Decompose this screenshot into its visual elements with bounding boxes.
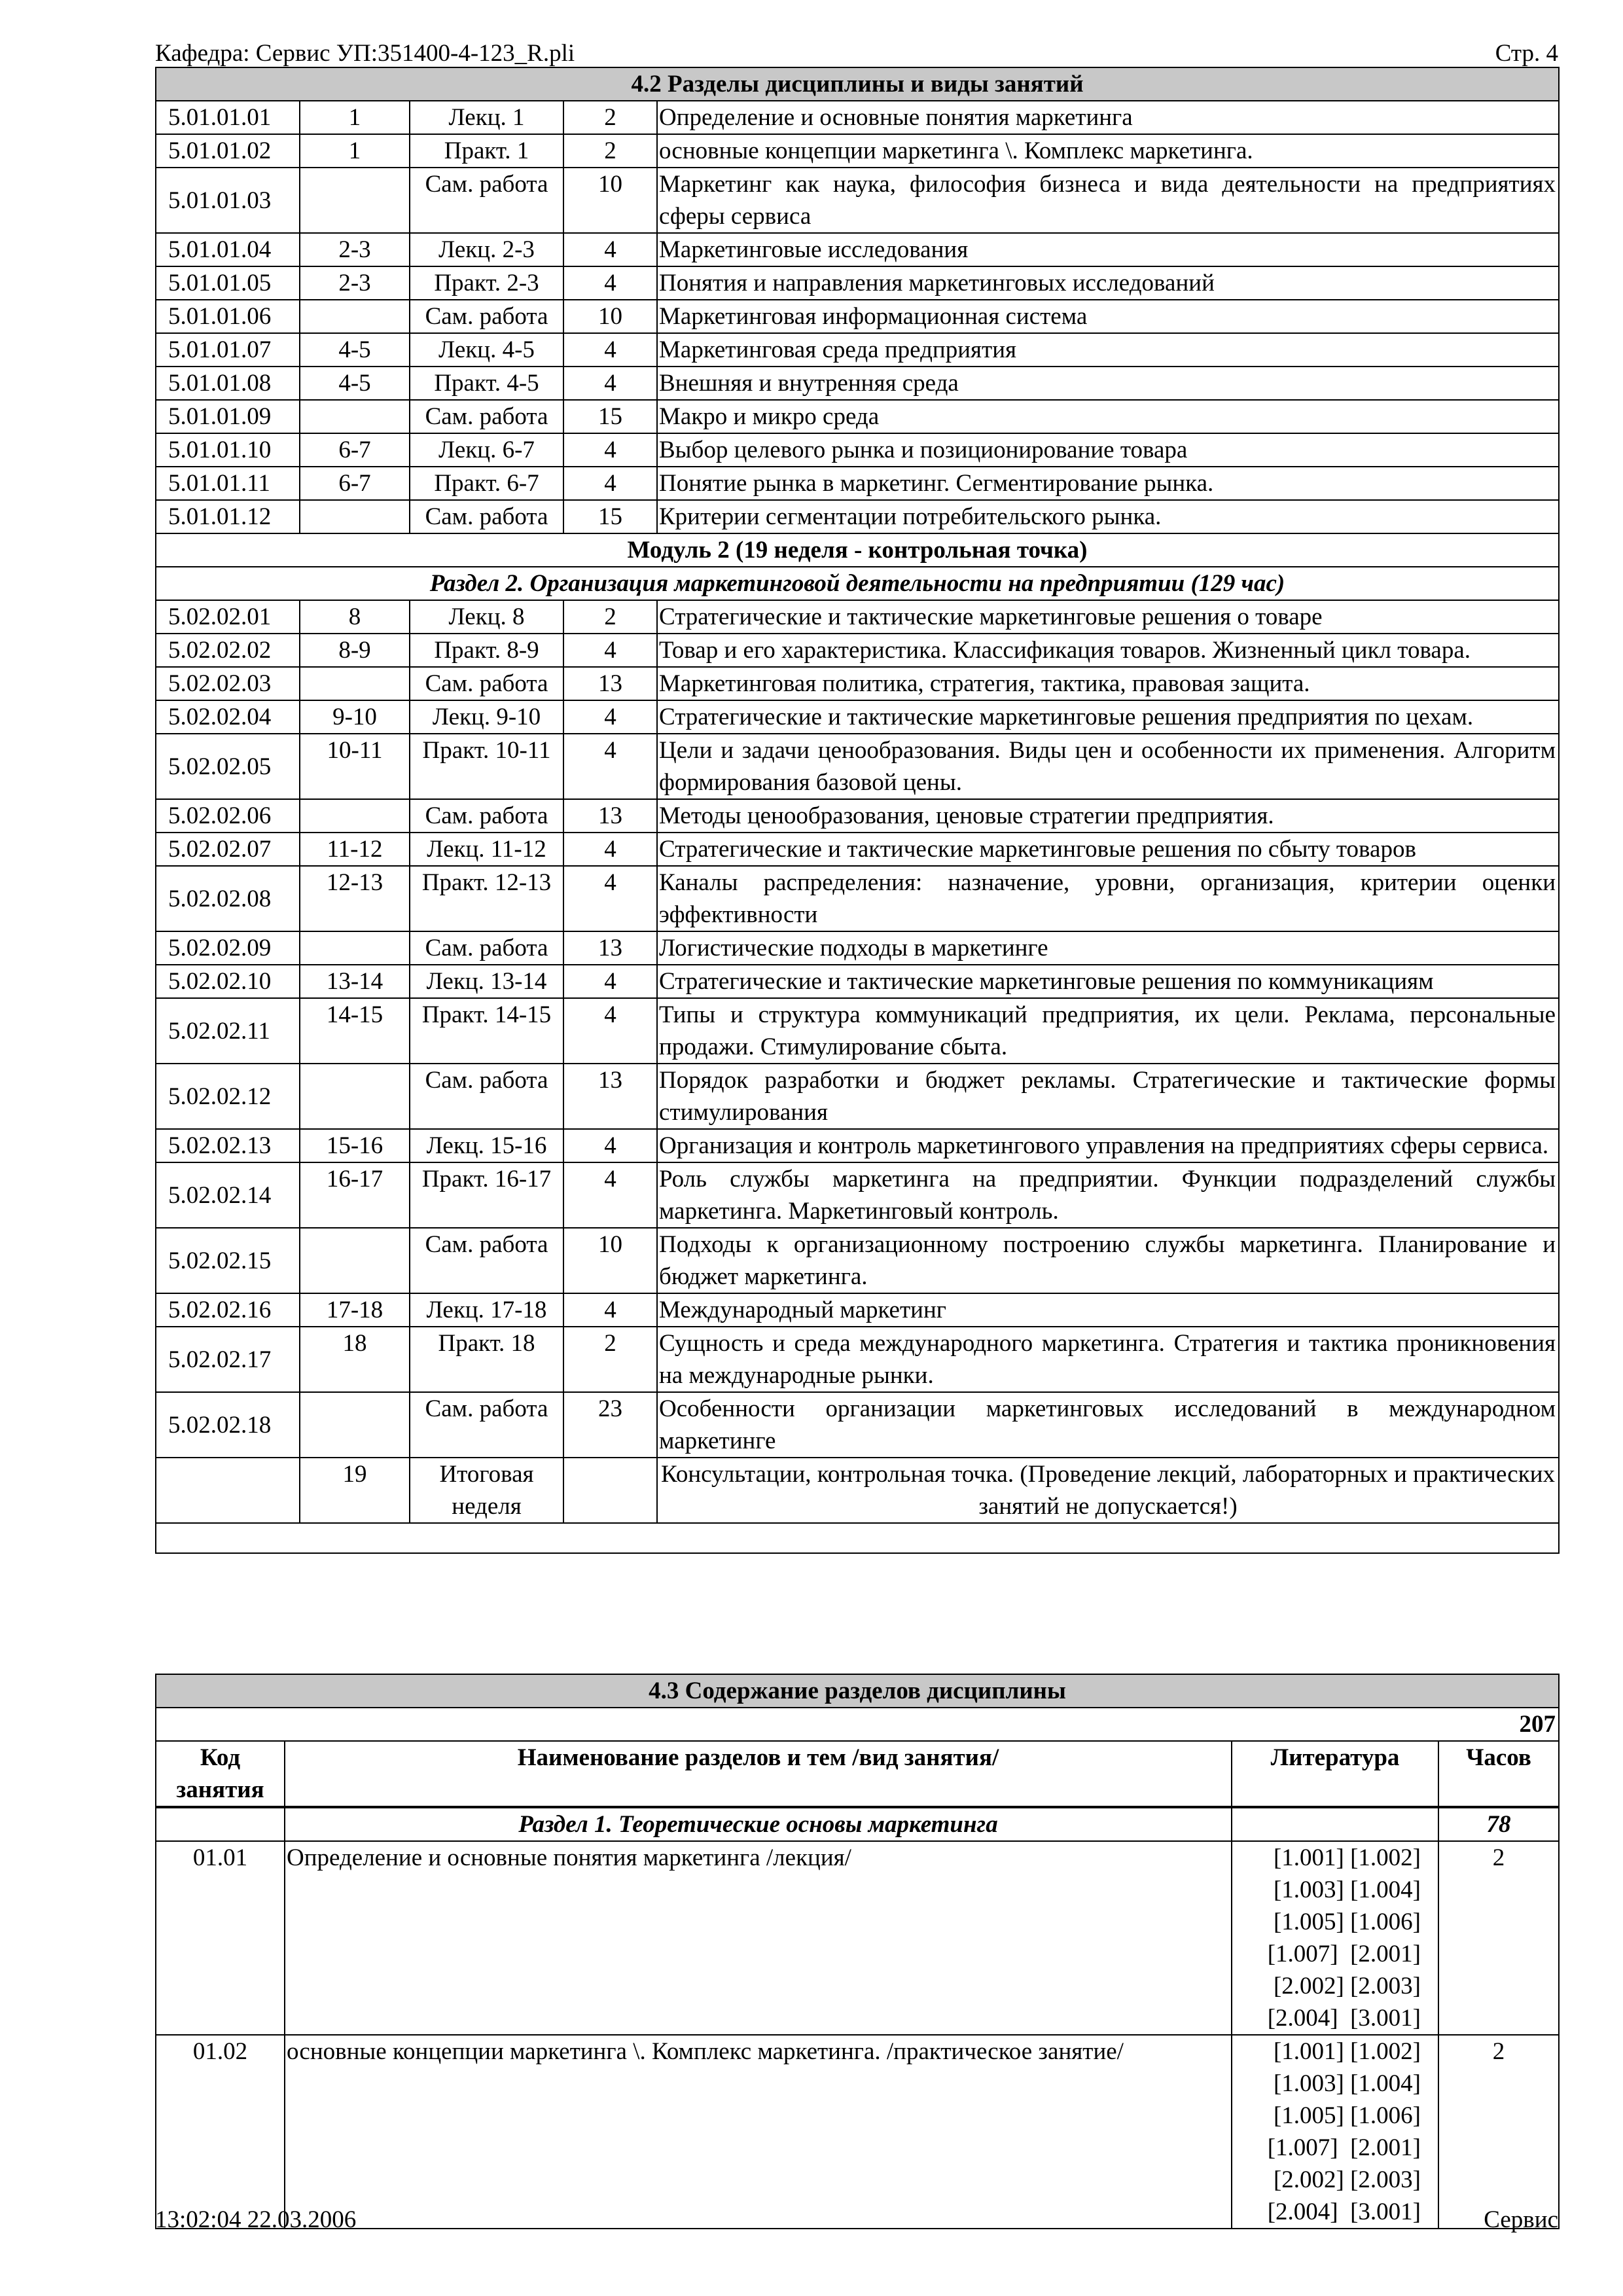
lesson-type: Сам. работа <box>410 667 563 700</box>
lesson-hours: 4 <box>563 1293 657 1327</box>
lesson-topic: Каналы распределения: назначение, уровни, организация, критерии оценки эффективности <box>657 866 1559 931</box>
lesson-topic: Цели и задачи ценообразования. Виды цен и особенности их применения. Алгоритм формирования базовой цены. <box>657 734 1559 799</box>
lesson-code: 5.02.02.15 <box>156 1228 300 1293</box>
lesson-topic: Маркетинговая информационная система <box>657 300 1559 333</box>
table-row <box>156 1293 1559 1327</box>
lesson-week <box>300 400 410 433</box>
lesson-topic: Международный маркетинг <box>657 1293 1559 1327</box>
lesson-week: 8-9 <box>300 634 410 667</box>
lesson-type: Лекц. 2-3 <box>410 233 563 266</box>
lesson-hours: 4 <box>563 700 657 734</box>
lesson-week: 4-5 <box>300 333 410 367</box>
lesson-type: Практ. 6-7 <box>410 467 563 500</box>
lesson-hours: 10 <box>563 1228 657 1293</box>
literature-line: [2.004] [3.001] <box>1267 2005 1421 2032</box>
discipline-content-table <box>155 1674 1560 2229</box>
lesson-code: 5.02.02.05 <box>156 734 300 799</box>
literature-line: [2.002] [2.003] <box>1273 1973 1421 2000</box>
lesson-hours: 15 <box>563 400 657 433</box>
table-row <box>156 700 1559 734</box>
lesson-topic: Типы и структура коммуникаций предприятия, их цели. Реклама, персональные продажи. Стимулирование сбыта. <box>657 998 1559 1064</box>
lesson-hours: 13 <box>563 799 657 833</box>
lesson-week: 1 <box>300 134 410 168</box>
literature-line: [1.001] [1.002] <box>1273 1844 1421 1871</box>
header-code: Код занятия <box>156 1741 285 1807</box>
lesson-code: 5.02.02.01 <box>156 600 300 634</box>
lesson-week: 1 <box>300 101 410 134</box>
lesson-week <box>300 1228 410 1293</box>
lesson-code: 5.01.01.06 <box>156 300 300 333</box>
table-row <box>156 168 1559 233</box>
empty-row <box>156 1523 1559 1553</box>
table-row <box>156 500 1559 533</box>
lesson-topic: Внешняя и внутренняя среда <box>657 367 1559 400</box>
lesson-hours: 2 <box>563 101 657 134</box>
table-row <box>156 965 1559 998</box>
lesson-code: 5.01.01.01 <box>156 101 300 134</box>
lesson-topic: Маркетинговая политика, стратегия, тактика, правовая защита. <box>657 667 1559 700</box>
lesson-week: 2-3 <box>300 266 410 300</box>
table-row <box>156 433 1559 467</box>
lesson-topic: Подходы к организационному построению службы маркетинга. Планирование и бюджет маркетинга. <box>657 1228 1559 1293</box>
lesson-type: Сам. работа <box>410 799 563 833</box>
lesson-hours: 13 <box>563 931 657 965</box>
lesson-hours: 2 <box>563 134 657 168</box>
module-row <box>156 533 1559 567</box>
literature-line: [1.001] [1.002] <box>1273 2038 1421 2065</box>
lesson-type: Лекц. 9-10 <box>410 700 563 734</box>
lesson-hours: 15 <box>563 500 657 533</box>
lesson-week: 10-11 <box>300 734 410 799</box>
lesson-type: Практ. 1 <box>410 134 563 168</box>
empty-cell <box>156 1523 1559 1553</box>
lesson-topic: Макро и микро среда <box>657 400 1559 433</box>
part-hours: 78 <box>1438 1807 1559 1841</box>
lesson-code: 5.02.02.13 <box>156 1129 300 1162</box>
lesson-hours: 4 <box>563 734 657 799</box>
lesson-week <box>300 300 410 333</box>
lesson-week: 8 <box>300 600 410 634</box>
table-row <box>156 367 1559 400</box>
lesson-code: 5.02.02.14 <box>156 1162 300 1228</box>
lesson-topic: Маркетинговая среда предприятия <box>657 333 1559 367</box>
lesson-week: 12-13 <box>300 866 410 931</box>
page-header <box>155 39 1558 69</box>
lesson-type: Сам. работа <box>410 400 563 433</box>
lesson-topic: Организация и контроль маркетингового управления на предприятиях сферы сервиса. <box>657 1129 1559 1162</box>
lesson-code: 5.02.02.02 <box>156 634 300 667</box>
part-literature <box>1232 1807 1438 1841</box>
lesson-type: Практ. 2-3 <box>410 266 563 300</box>
page-footer <box>155 2206 1558 2236</box>
lesson-hours: 4 <box>563 467 657 500</box>
section-title-row <box>156 1674 1559 1708</box>
header-page-number: Стр. 4 <box>1495 40 1558 67</box>
content-rows <box>156 1841 1559 2229</box>
lesson-code: 5.02.02.08 <box>156 866 300 931</box>
content-hours: 2 <box>1438 1841 1559 2035</box>
lesson-topic: Маркетинговые исследования <box>657 233 1559 266</box>
table-row <box>156 734 1559 799</box>
lesson-hours: 13 <box>563 1064 657 1129</box>
lesson-hours: 4 <box>563 367 657 400</box>
lesson-code: 5.01.01.03 <box>156 168 300 233</box>
lesson-week: 16-17 <box>300 1162 410 1228</box>
lesson-code: 5.02.02.18 <box>156 1392 300 1458</box>
final-hours <box>563 1458 657 1523</box>
literature-line: [1.007] [2.001] <box>1267 1941 1421 1967</box>
disciplines-sections-table <box>155 67 1560 1554</box>
lesson-hours: 4 <box>563 1129 657 1162</box>
lesson-type: Практ. 12-13 <box>410 866 563 931</box>
section-title-row <box>156 67 1559 101</box>
lesson-type: Практ. 18 <box>410 1327 563 1392</box>
table-row <box>156 134 1559 168</box>
lesson-hours: 10 <box>563 300 657 333</box>
table-row <box>156 1392 1559 1458</box>
lesson-code: 5.02.02.10 <box>156 965 300 998</box>
lesson-topic: Маркетинг как наука, философия бизнеса и вида деятельности на предприятиях сферы сервиса <box>657 168 1559 233</box>
table-row <box>156 1327 1559 1392</box>
table-row <box>156 799 1559 833</box>
lesson-hours: 4 <box>563 433 657 467</box>
lesson-week <box>300 667 410 700</box>
lesson-hours: 4 <box>563 833 657 866</box>
lesson-topic: Понятие рынка в маркетинг. Сегментирование рынка. <box>657 467 1559 500</box>
lesson-week: 4-5 <box>300 367 410 400</box>
header-literature: Литература <box>1232 1741 1438 1807</box>
lesson-code: 5.01.01.09 <box>156 400 300 433</box>
lesson-topic: Товар и его характеристика. Классификация товаров. Жизненный цикл товара. <box>657 634 1559 667</box>
lesson-type: Лекц. 6-7 <box>410 433 563 467</box>
lesson-code: 5.01.01.05 <box>156 266 300 300</box>
lesson-hours: 10 <box>563 168 657 233</box>
literature-line: [1.003] [1.004] <box>1273 2070 1421 2097</box>
lesson-week <box>300 931 410 965</box>
footer-department: Сервис <box>1484 2206 1558 2233</box>
lesson-code: 5.02.02.09 <box>156 931 300 965</box>
header-row <box>156 1741 1559 1807</box>
lesson-topic: Стратегические и тактические маркетинговые решения предприятия по цехам. <box>657 700 1559 734</box>
part-code <box>156 1807 285 1841</box>
section-42-title: 4.2 Разделы дисциплины и виды занятий <box>156 67 1559 101</box>
part-row <box>156 567 1559 600</box>
content-code: 01.02 <box>156 2035 285 2229</box>
lesson-week: 6-7 <box>300 433 410 467</box>
lesson-week: 6-7 <box>300 467 410 500</box>
content-hours: 2 <box>1438 2035 1559 2229</box>
lesson-week <box>300 1064 410 1129</box>
lesson-hours: 4 <box>563 1162 657 1228</box>
final-week-row <box>156 1458 1559 1523</box>
lesson-week: 9-10 <box>300 700 410 734</box>
table-row <box>156 266 1559 300</box>
lesson-hours: 4 <box>563 233 657 266</box>
header-name: Наименование разделов и тем /вид занятия/ <box>285 1741 1232 1807</box>
final-code <box>156 1458 300 1523</box>
final-week: 19 <box>300 1458 410 1523</box>
table-row <box>156 1162 1559 1228</box>
lesson-code: 5.02.02.06 <box>156 799 300 833</box>
content-name: Определение и основные понятия маркетинга /лекция/ <box>285 1841 1232 2035</box>
lesson-code: 5.02.02.04 <box>156 700 300 734</box>
lesson-week: 13-14 <box>300 965 410 998</box>
lesson-type: Сам. работа <box>410 168 563 233</box>
module-title: Модуль 2 (19 неделя - контрольная точка) <box>156 533 1559 567</box>
lesson-topic: Определение и основные понятия маркетинга <box>657 101 1559 134</box>
lesson-week <box>300 799 410 833</box>
lesson-topic: Критерии сегментации потребительского рынка. <box>657 500 1559 533</box>
lesson-week: 17-18 <box>300 1293 410 1327</box>
table-row <box>156 931 1559 965</box>
lesson-topic: Методы ценообразования, ценовые стратегии предприятия. <box>657 799 1559 833</box>
part-row <box>156 1807 1559 1841</box>
section-43-title: 4.3 Содержание разделов дисциплины <box>156 1674 1559 1708</box>
literature-line: [1.007] [2.001] <box>1267 2134 1421 2161</box>
content-literature <box>1232 2035 1438 2229</box>
lesson-topic: Логистические подходы в маркетинге <box>657 931 1559 965</box>
lesson-type: Сам. работа <box>410 931 563 965</box>
table-row <box>156 333 1559 367</box>
lesson-hours: 4 <box>563 333 657 367</box>
lesson-hours: 2 <box>563 600 657 634</box>
table-row <box>156 634 1559 667</box>
final-topic: Консультации, контрольная точка. (Проведение лекций, лабораторных и практических занятий не допускается!) <box>657 1458 1559 1523</box>
lesson-code: 5.02.02.16 <box>156 1293 300 1327</box>
lesson-topic: Стратегические и тактические маркетинговые решения по сбыту товаров <box>657 833 1559 866</box>
lesson-type: Практ. 8-9 <box>410 634 563 667</box>
table-row <box>156 400 1559 433</box>
lesson-week <box>300 168 410 233</box>
lesson-hours: 2 <box>563 1327 657 1392</box>
lesson-hours: 4 <box>563 866 657 931</box>
table-row <box>156 1129 1559 1162</box>
literature-line: [2.004] [3.001] <box>1267 2198 1421 2225</box>
header-hours: Часов <box>1438 1741 1559 1807</box>
footer-timestamp: 13:02:04 22.03.2006 <box>155 2206 357 2233</box>
table-row <box>156 1064 1559 1129</box>
lesson-code: 5.02.02.07 <box>156 833 300 866</box>
table-row <box>156 300 1559 333</box>
lesson-week: 14-15 <box>300 998 410 1064</box>
part-title: Раздел 2. Организация маркетинговой деятельности на предприятии (129 час) <box>156 567 1559 600</box>
lesson-type: Сам. работа <box>410 500 563 533</box>
table-row <box>156 600 1559 634</box>
lesson-code: 5.02.02.17 <box>156 1327 300 1392</box>
table-row <box>156 998 1559 1064</box>
table-row <box>156 467 1559 500</box>
table-row <box>156 233 1559 266</box>
module-1-rows <box>156 101 1559 533</box>
content-code: 01.01 <box>156 1841 285 2035</box>
lesson-topic: Роль службы маркетинга на предприятии. Функции подразделений службы маркетинга. Маркетинговый контроль. <box>657 1162 1559 1228</box>
lesson-topic: основные концепции маркетинга \. Комплекс маркетинга. <box>657 134 1559 168</box>
lesson-week: 18 <box>300 1327 410 1392</box>
lesson-type: Практ. 16-17 <box>410 1162 563 1228</box>
lesson-topic: Порядок разработки и бюджет рекламы. Стратегические и тактические формы стимулирования <box>657 1064 1559 1129</box>
table-row <box>156 1841 1559 2035</box>
literature-line: [1.005] [1.006] <box>1273 2102 1421 2129</box>
lesson-hours: 4 <box>563 634 657 667</box>
table-row <box>156 1228 1559 1293</box>
literature-line: [1.005] [1.006] <box>1273 1909 1421 1935</box>
lesson-type: Практ. 14-15 <box>410 998 563 1064</box>
lesson-code: 5.01.01.07 <box>156 333 300 367</box>
lesson-type: Практ. 4-5 <box>410 367 563 400</box>
lesson-code: 5.02.02.11 <box>156 998 300 1064</box>
lesson-hours: 23 <box>563 1392 657 1458</box>
final-type: Итоговая неделя <box>410 1458 563 1523</box>
literature-line: [1.003] [1.004] <box>1273 1876 1421 1903</box>
header-department: Кафедра: Сервис УП:351400-4-123_R.pli <box>155 40 575 67</box>
lesson-topic: Особенности организации маркетинговых исследований в международном маркетинге <box>657 1392 1559 1458</box>
content-name: основные концепции маркетинга \. Комплекс маркетинга. /практическое занятие/ <box>285 2035 1232 2229</box>
lesson-type: Лекц. 1 <box>410 101 563 134</box>
content-literature <box>1232 1841 1438 2035</box>
lesson-type: Лекц. 13-14 <box>410 965 563 998</box>
lesson-hours: 4 <box>563 266 657 300</box>
lesson-type: Лекц. 17-18 <box>410 1293 563 1327</box>
module-2-rows <box>156 600 1559 1458</box>
lesson-topic: Понятия и направления маркетинговых исследований <box>657 266 1559 300</box>
lesson-week: 15-16 <box>300 1129 410 1162</box>
table-row <box>156 667 1559 700</box>
total-hours: 207 <box>156 1708 1559 1741</box>
lesson-code: 5.01.01.04 <box>156 233 300 266</box>
table-row <box>156 101 1559 134</box>
lesson-type: Лекц. 8 <box>410 600 563 634</box>
lesson-week <box>300 1392 410 1458</box>
part-title: Раздел 1. Теоретические основы маркетинга <box>285 1807 1232 1841</box>
total-hours-row <box>156 1708 1559 1741</box>
lesson-week: 2-3 <box>300 233 410 266</box>
lesson-type: Лекц. 4-5 <box>410 333 563 367</box>
lesson-type: Сам. работа <box>410 1064 563 1129</box>
lesson-hours: 13 <box>563 667 657 700</box>
lesson-type: Практ. 10-11 <box>410 734 563 799</box>
lesson-code: 5.01.01.02 <box>156 134 300 168</box>
lesson-hours: 4 <box>563 998 657 1064</box>
lesson-code: 5.01.01.11 <box>156 467 300 500</box>
table-row <box>156 2035 1559 2229</box>
lesson-code: 5.02.02.12 <box>156 1064 300 1129</box>
lesson-code: 5.01.01.12 <box>156 500 300 533</box>
lesson-code: 5.01.01.10 <box>156 433 300 467</box>
lesson-type: Лекц. 15-16 <box>410 1129 563 1162</box>
lesson-hours: 4 <box>563 965 657 998</box>
lesson-topic: Сущность и среда международного маркетинга. Стратегия и тактика проникновения на международные рынки. <box>657 1327 1559 1392</box>
lesson-week: 11-12 <box>300 833 410 866</box>
lesson-type: Лекц. 11-12 <box>410 833 563 866</box>
lesson-type: Сам. работа <box>410 1392 563 1458</box>
lesson-type: Сам. работа <box>410 300 563 333</box>
lesson-type: Сам. работа <box>410 1228 563 1293</box>
lesson-topic: Выбор целевого рынка и позиционирование товара <box>657 433 1559 467</box>
lesson-week <box>300 500 410 533</box>
lesson-code: 5.02.02.03 <box>156 667 300 700</box>
lesson-topic: Стратегические и тактические маркетинговые решения по коммуникациям <box>657 965 1559 998</box>
table-row <box>156 866 1559 931</box>
lesson-topic: Стратегические и тактические маркетинговые решения о товаре <box>657 600 1559 634</box>
table-row <box>156 833 1559 866</box>
literature-line: [2.002] [2.003] <box>1273 2166 1421 2193</box>
lesson-code: 5.01.01.08 <box>156 367 300 400</box>
